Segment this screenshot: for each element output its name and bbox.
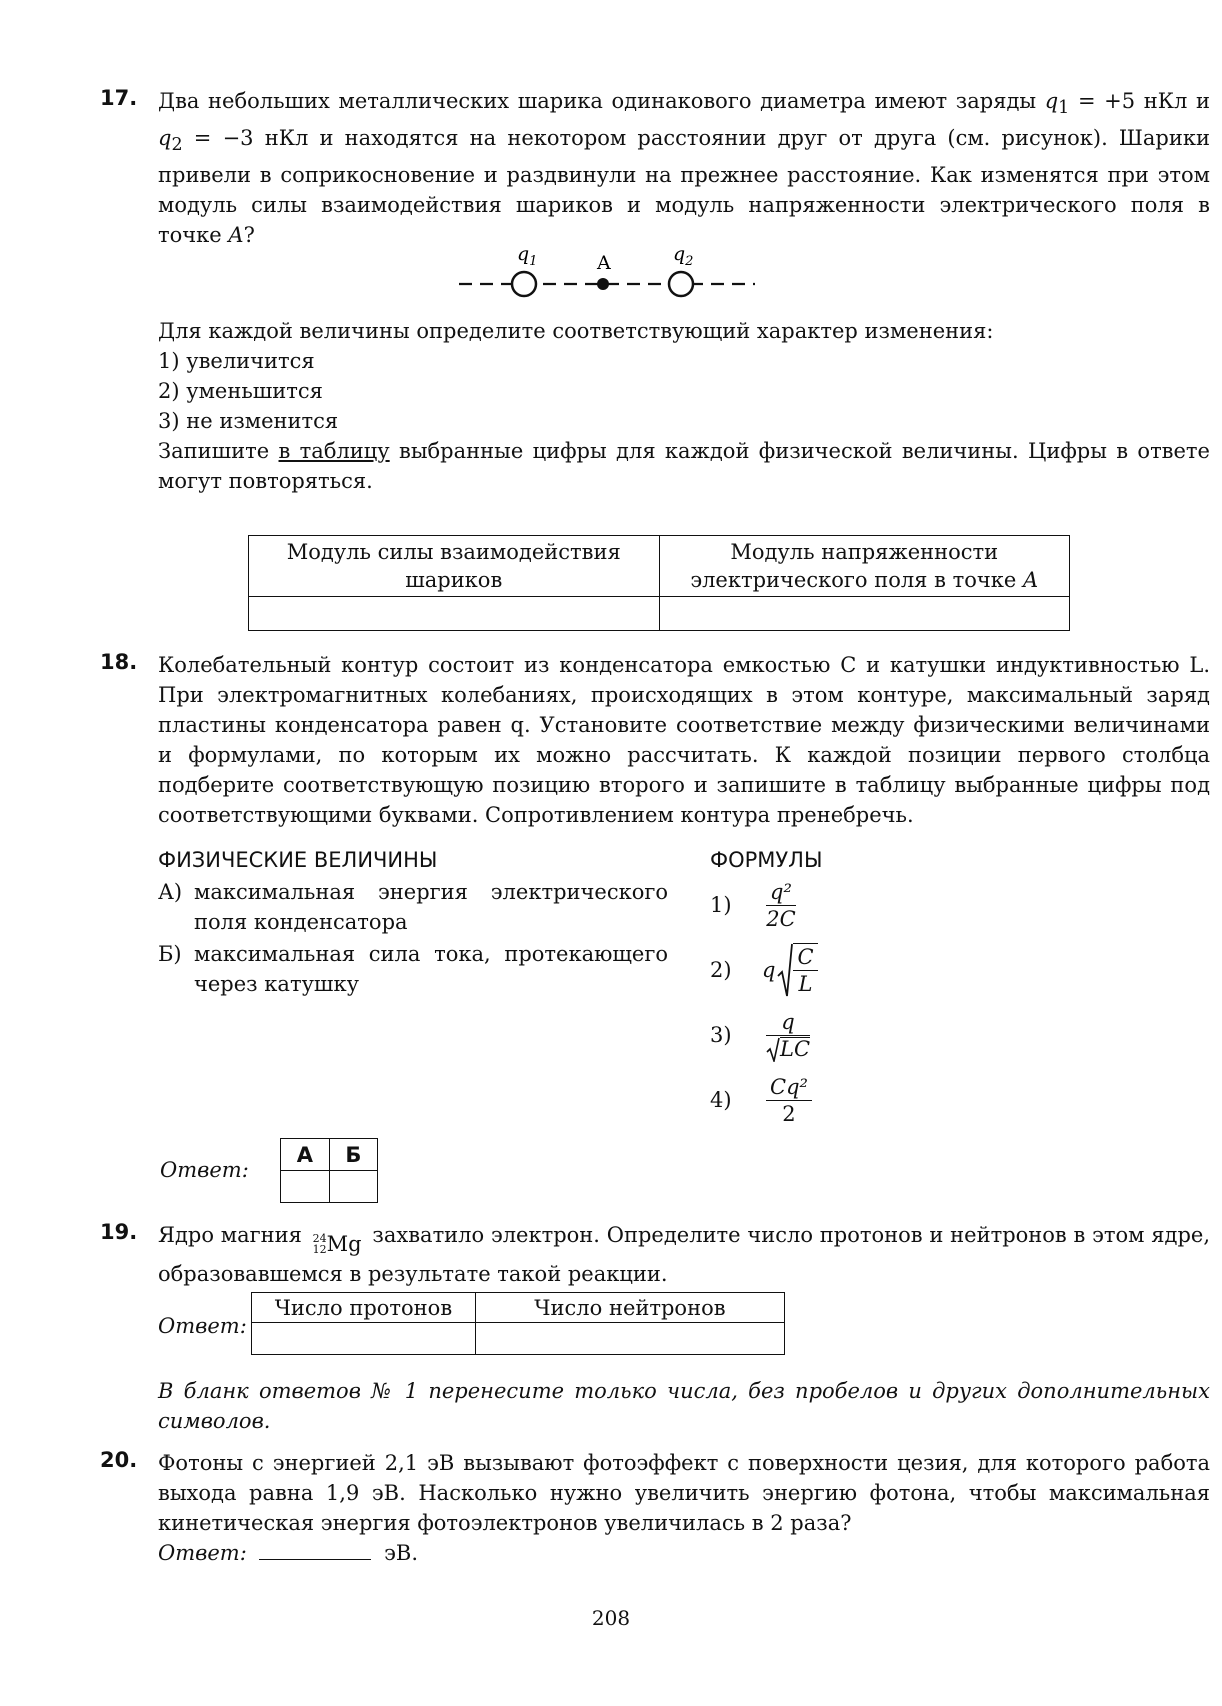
- question-number: 17.: [100, 86, 138, 110]
- write-instruction: Запишите в таблицу выбранные цифры для каждой физической величины. Цифры в ответе могут повторяться.: [158, 439, 1210, 493]
- formula-1: 1) $\frac{\text{q²}}{2C}$: [710, 879, 796, 931]
- answer-blank[interactable]: [259, 1539, 371, 1560]
- column-quantities: [158, 845, 668, 999]
- question-text: Ядро магния 24 12 Mg захватило электрон. Определите число протонов и нейтронов в этом ядре, образовавшемся в результате такой реакции.: [158, 1223, 1210, 1286]
- formula-4: 4) $\frac{\text{Cq²}}{2}$: [710, 1070, 812, 1130]
- col-b: Б: [329, 1139, 377, 1171]
- answer-cell-field[interactable]: [659, 597, 1070, 631]
- answer-cell-neutrons[interactable]: [475, 1323, 784, 1355]
- question-19: [100, 1220, 1210, 1289]
- charge-q1-value: = +5 нКл: [1077, 89, 1188, 113]
- label-q1: $q_1$: [517, 243, 538, 269]
- question-17-options: [100, 316, 1210, 496]
- question-17: [100, 86, 1210, 250]
- question-number: 18.: [100, 650, 138, 674]
- col-a: А: [281, 1139, 330, 1171]
- table-ref: в таблицу: [278, 439, 390, 463]
- question-text: Колебательный контур состоит из конденсатора емкостью C и катушки индуктивностью L. При электромагнитных колебаниях, происходящих в этом контуре, максимальный заряд пластины конденсатора равен q. Установите соответствие между физическими величинами и формулами, по которым их можно рассчитать. К каждой позиции первого столбца подберите соответствующую позицию второго и запишите в таблицу выбранные цифры под соответствующими буквами. Сопротивлением контура пренебречь.: [158, 653, 1210, 827]
- item-b: Б) максимальная сила тока, протекающего через катушку: [158, 942, 668, 996]
- charge-q2-value: = −3 нКл: [193, 126, 309, 151]
- item-a: А) максимальная энергия электрического поля конденсатора: [158, 880, 668, 934]
- label-q2: $q_2$: [673, 243, 694, 269]
- question-number: 19.: [100, 1220, 138, 1244]
- sqrt-sign: [777, 942, 793, 998]
- answer-table-17: [248, 535, 1070, 631]
- header-force: Модуль силы взаимодействия шариков: [249, 536, 660, 597]
- page-number: 208: [591, 1606, 631, 1630]
- question-text: Два небольших металлических шарика одинакового диаметра имеют заряды $q_1 = +5$ нКл и $q_2 = -3$ нКл и находятся на некотором расстоянии друг от друга (см. рисунок). Шарики привели в соприкосновение и раздвинули на прежнее расстояние. Как изменятся при этом модуль силы взаимодействия шариков и модуль напряженности электрического поля в точке A?: [158, 89, 1210, 248]
- option-1: 1) увеличится: [158, 349, 315, 373]
- question-number: 20.: [100, 1448, 138, 1472]
- answer-label: Ответ:: [158, 1541, 247, 1565]
- nuclide-mg: 24 12 Mg: [312, 1232, 362, 1256]
- ball-q2: [669, 272, 693, 296]
- point-a-ref: A: [228, 223, 244, 248]
- answer-label: Ответ:: [158, 1314, 247, 1338]
- answer-label: Ответ:: [160, 1158, 249, 1182]
- point-a-dot: [597, 278, 609, 290]
- and-word: и: [1195, 89, 1210, 113]
- header-protons: Число протонов: [252, 1293, 476, 1323]
- question-18: [100, 650, 1210, 830]
- question-intro: Два небольших металлических шарика одинакового диаметра имеют заряды: [158, 89, 1037, 113]
- answer-cell-b[interactable]: [329, 1171, 377, 1203]
- header-neutrons: Число нейтронов: [475, 1293, 784, 1323]
- transfer-note: В бланк ответов № 1 перенесите только числа, без пробелов и других дополнительных символов.: [158, 1379, 1210, 1433]
- column-formulas: [710, 845, 910, 1135]
- answer-unit: эВ.: [384, 1541, 419, 1565]
- option-2: 2) уменьшится: [158, 379, 323, 403]
- answer-table-19: [251, 1292, 785, 1355]
- charges-figure: [455, 238, 765, 308]
- answer-cell-force[interactable]: [249, 597, 660, 631]
- sqrt-sign: [766, 1036, 780, 1062]
- answer-cell-protons[interactable]: [252, 1323, 476, 1355]
- formula-3: 3) $\frac{q}{LC}$: [710, 1009, 811, 1061]
- option-3: 3) не изменится: [158, 409, 339, 433]
- formulas-header: ФОРМУЛЫ: [710, 848, 823, 872]
- question-20: [100, 1448, 1210, 1568]
- answer-cell-a[interactable]: [281, 1171, 330, 1203]
- determine-instruction: Для каждой величины определите соответствующий характер изменения:: [158, 319, 994, 343]
- question-rest: и находятся на некотором расстоянии друг от друга (см. рисунок). Шарики привели в соприкосновение и раздвинули на прежнее расстояние. Как изменятся при этом модуль силы взаимодействия шариков и модуль напряженности электрического поля в точке: [158, 126, 1210, 248]
- formula-2: 2) q $\frac{C}{L}$: [710, 940, 818, 1000]
- header-field: Модуль напряженности электрического поля в точке A: [659, 536, 1070, 597]
- ball-q1: [512, 272, 536, 296]
- answer-table-18: [280, 1138, 378, 1203]
- question-mark: ?: [243, 223, 255, 248]
- quantities-header: ФИЗИЧЕСКИЕ ВЕЛИЧИНЫ: [158, 848, 438, 872]
- label-a: A: [597, 252, 611, 274]
- question-text: Фотоны с энергией 2,1 эВ вызывают фотоэффект с поверхности цезия, для которого работа выхода равна 1,9 эВ. Насколько нужно увеличить энергию фотона, чтобы максимальная кинетическая энергия фотоэлектронов увеличилась в 2 раза?: [158, 1451, 1210, 1535]
- answer-20: [158, 1538, 1210, 1568]
